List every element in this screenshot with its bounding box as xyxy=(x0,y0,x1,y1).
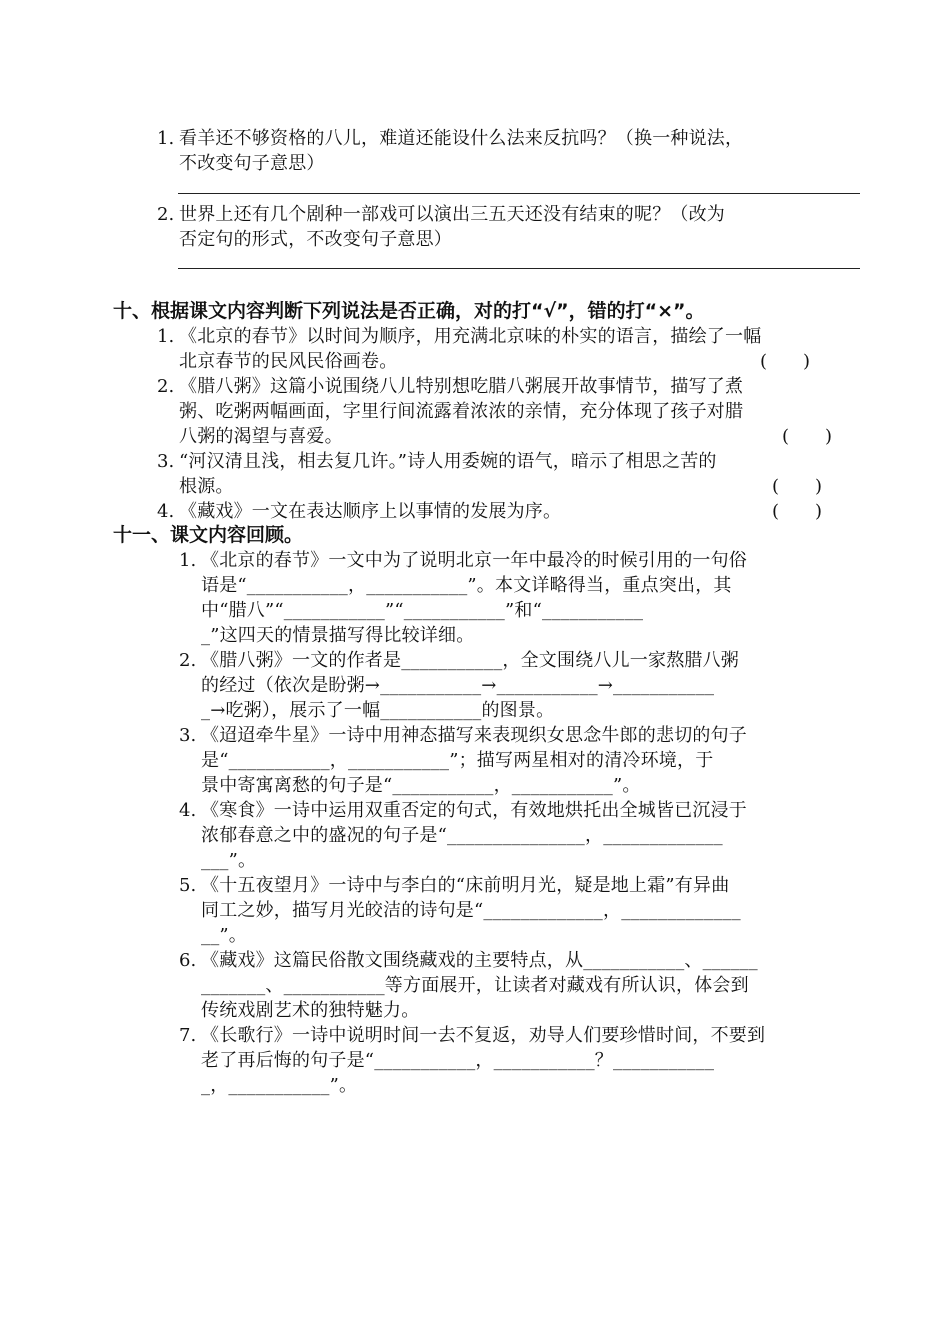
section-heading: 十一、课文内容回顾。 xyxy=(113,524,304,546)
fill-blank-text: _，___________”。 xyxy=(201,1075,358,1096)
fill-blank-text: 景中寄寓离愁的句子是“___________，___________”。 xyxy=(201,775,641,796)
section-heading: 十、根据课文内容判断下列说法是否正确，对的打“√”，错的打“×”。 xyxy=(113,300,705,322)
fill-blank-text: 《十五夜望月》一诗中与李白的“床前明月光，疑是地上霜”有异曲 xyxy=(201,875,730,896)
fill-blank-text: 《长歌行》一诗中说明时间一去不复返，劝导人们要珍惜时间，不要到 xyxy=(201,1025,766,1046)
fill-blank-text: 语是“___________，___________”。本文详略得当，重点突出，其 xyxy=(201,575,732,596)
fill-blank-text: 浓郁春意之中的盛况的句子是“_______________，_____________ xyxy=(201,825,723,846)
question-number: 1. xyxy=(157,326,175,347)
question-number: 1. xyxy=(157,128,175,149)
fill-blank-text: 同工之妙，描写月光皎洁的诗句是“_____________，_____________ xyxy=(201,900,741,921)
statement-text: “河汉清且浅，相去复几许。”诗人用委婉的语气，暗示了相思之苦的 xyxy=(179,451,717,472)
statement-text: 根源。 xyxy=(179,476,234,497)
question-number: 1. xyxy=(179,550,197,571)
statement-text: 《藏戏》一文在表达顺序上以事情的发展为序。 xyxy=(179,501,562,522)
statement-text: 《腊八粥》这篇小说围绕八儿特别想吃腊八粥展开故事情节，描写了煮 xyxy=(179,376,744,397)
statement-text: 八粥的渴望与喜爱。 xyxy=(179,426,343,447)
fill-blank-text: _______、___________等方面展开，让读者对藏戏有所认识，体会到 xyxy=(201,975,749,996)
answer-line[interactable] xyxy=(178,268,860,269)
fill-blank-text: _→吃粥），展示了一幅___________的图景。 xyxy=(201,700,555,721)
question-number: 7. xyxy=(179,1025,197,1046)
question-number: 2. xyxy=(179,650,197,671)
fill-blank-text: 《腊八粥》一文的作者是___________，全文围绕八儿一家熬腊八粥 xyxy=(201,650,739,671)
question-text: 看羊还不够资格的八儿，难道还能设什么法来反抗吗？（换一种说法， xyxy=(179,128,744,149)
fill-blank-text: 是“___________，___________”；描写两星相对的清冷环境，于 xyxy=(201,750,714,771)
answer-line[interactable] xyxy=(178,193,860,194)
answer-bracket[interactable]: ( ) xyxy=(772,476,823,497)
question-text: 不改变句子意思） xyxy=(179,153,325,174)
question-number: 3. xyxy=(179,725,197,746)
answer-bracket[interactable]: ( ) xyxy=(772,501,823,522)
statement-text: 《北京的春节》以时间为顺序，用充满北京味的朴实的语言，描绘了一幅 xyxy=(179,326,762,347)
statement-text: 北京春节的民风民俗画卷。 xyxy=(179,351,398,372)
question-text: 否定句的形式，不改变句子意思） xyxy=(179,229,452,250)
answer-bracket[interactable]: ( ) xyxy=(760,351,811,372)
fill-blank-text: 传统戏剧艺术的独特魅力。 xyxy=(201,1000,420,1021)
question-text: 世界上还有几个剧种一部戏可以演出三五天还没有结束的呢？（改为 xyxy=(179,204,725,225)
question-number: 6. xyxy=(179,950,197,971)
fill-blank-text: 《寒食》一诗中运用双重否定的句式，有效地烘托出全城皆已沉浸于 xyxy=(201,800,747,821)
answer-bracket[interactable]: ( ) xyxy=(782,426,833,447)
fill-blank-text: 《北京的春节》一文中为了说明北京一年中最冷的时候引用的一句俗 xyxy=(201,550,747,571)
fill-blank-text: 的经过（依次是盼粥→___________→___________→___________ xyxy=(201,675,715,696)
fill-blank-text: 老了再后悔的句子是“___________，___________？___________ xyxy=(201,1050,715,1071)
fill-blank-text: _”这四天的情景描写得比较详细。 xyxy=(201,625,475,646)
fill-blank-text: 《藏戏》这篇民俗散文围绕藏戏的主要特点，从___________、______ xyxy=(201,950,758,971)
statement-text: 粥、吃粥两幅画面，字里行间流露着浓浓的亲情，充分体现了孩子对腊 xyxy=(179,401,744,422)
fill-blank-text: 中“腊八”“___________”“___________”和“___________ xyxy=(201,600,644,621)
question-number: 5. xyxy=(179,875,197,896)
fill-blank-text: 《迢迢牵牛星》一诗中用神态描写来表现织女思念牛郎的悲切的句子 xyxy=(201,725,747,746)
question-number: 4. xyxy=(157,501,175,522)
question-number: 2. xyxy=(157,376,175,397)
fill-blank-text: ___”。 xyxy=(201,850,257,871)
question-number: 3. xyxy=(157,451,175,472)
fill-blank-text: __”。 xyxy=(201,925,248,946)
question-number: 2. xyxy=(157,204,175,225)
question-number: 4. xyxy=(179,800,197,821)
